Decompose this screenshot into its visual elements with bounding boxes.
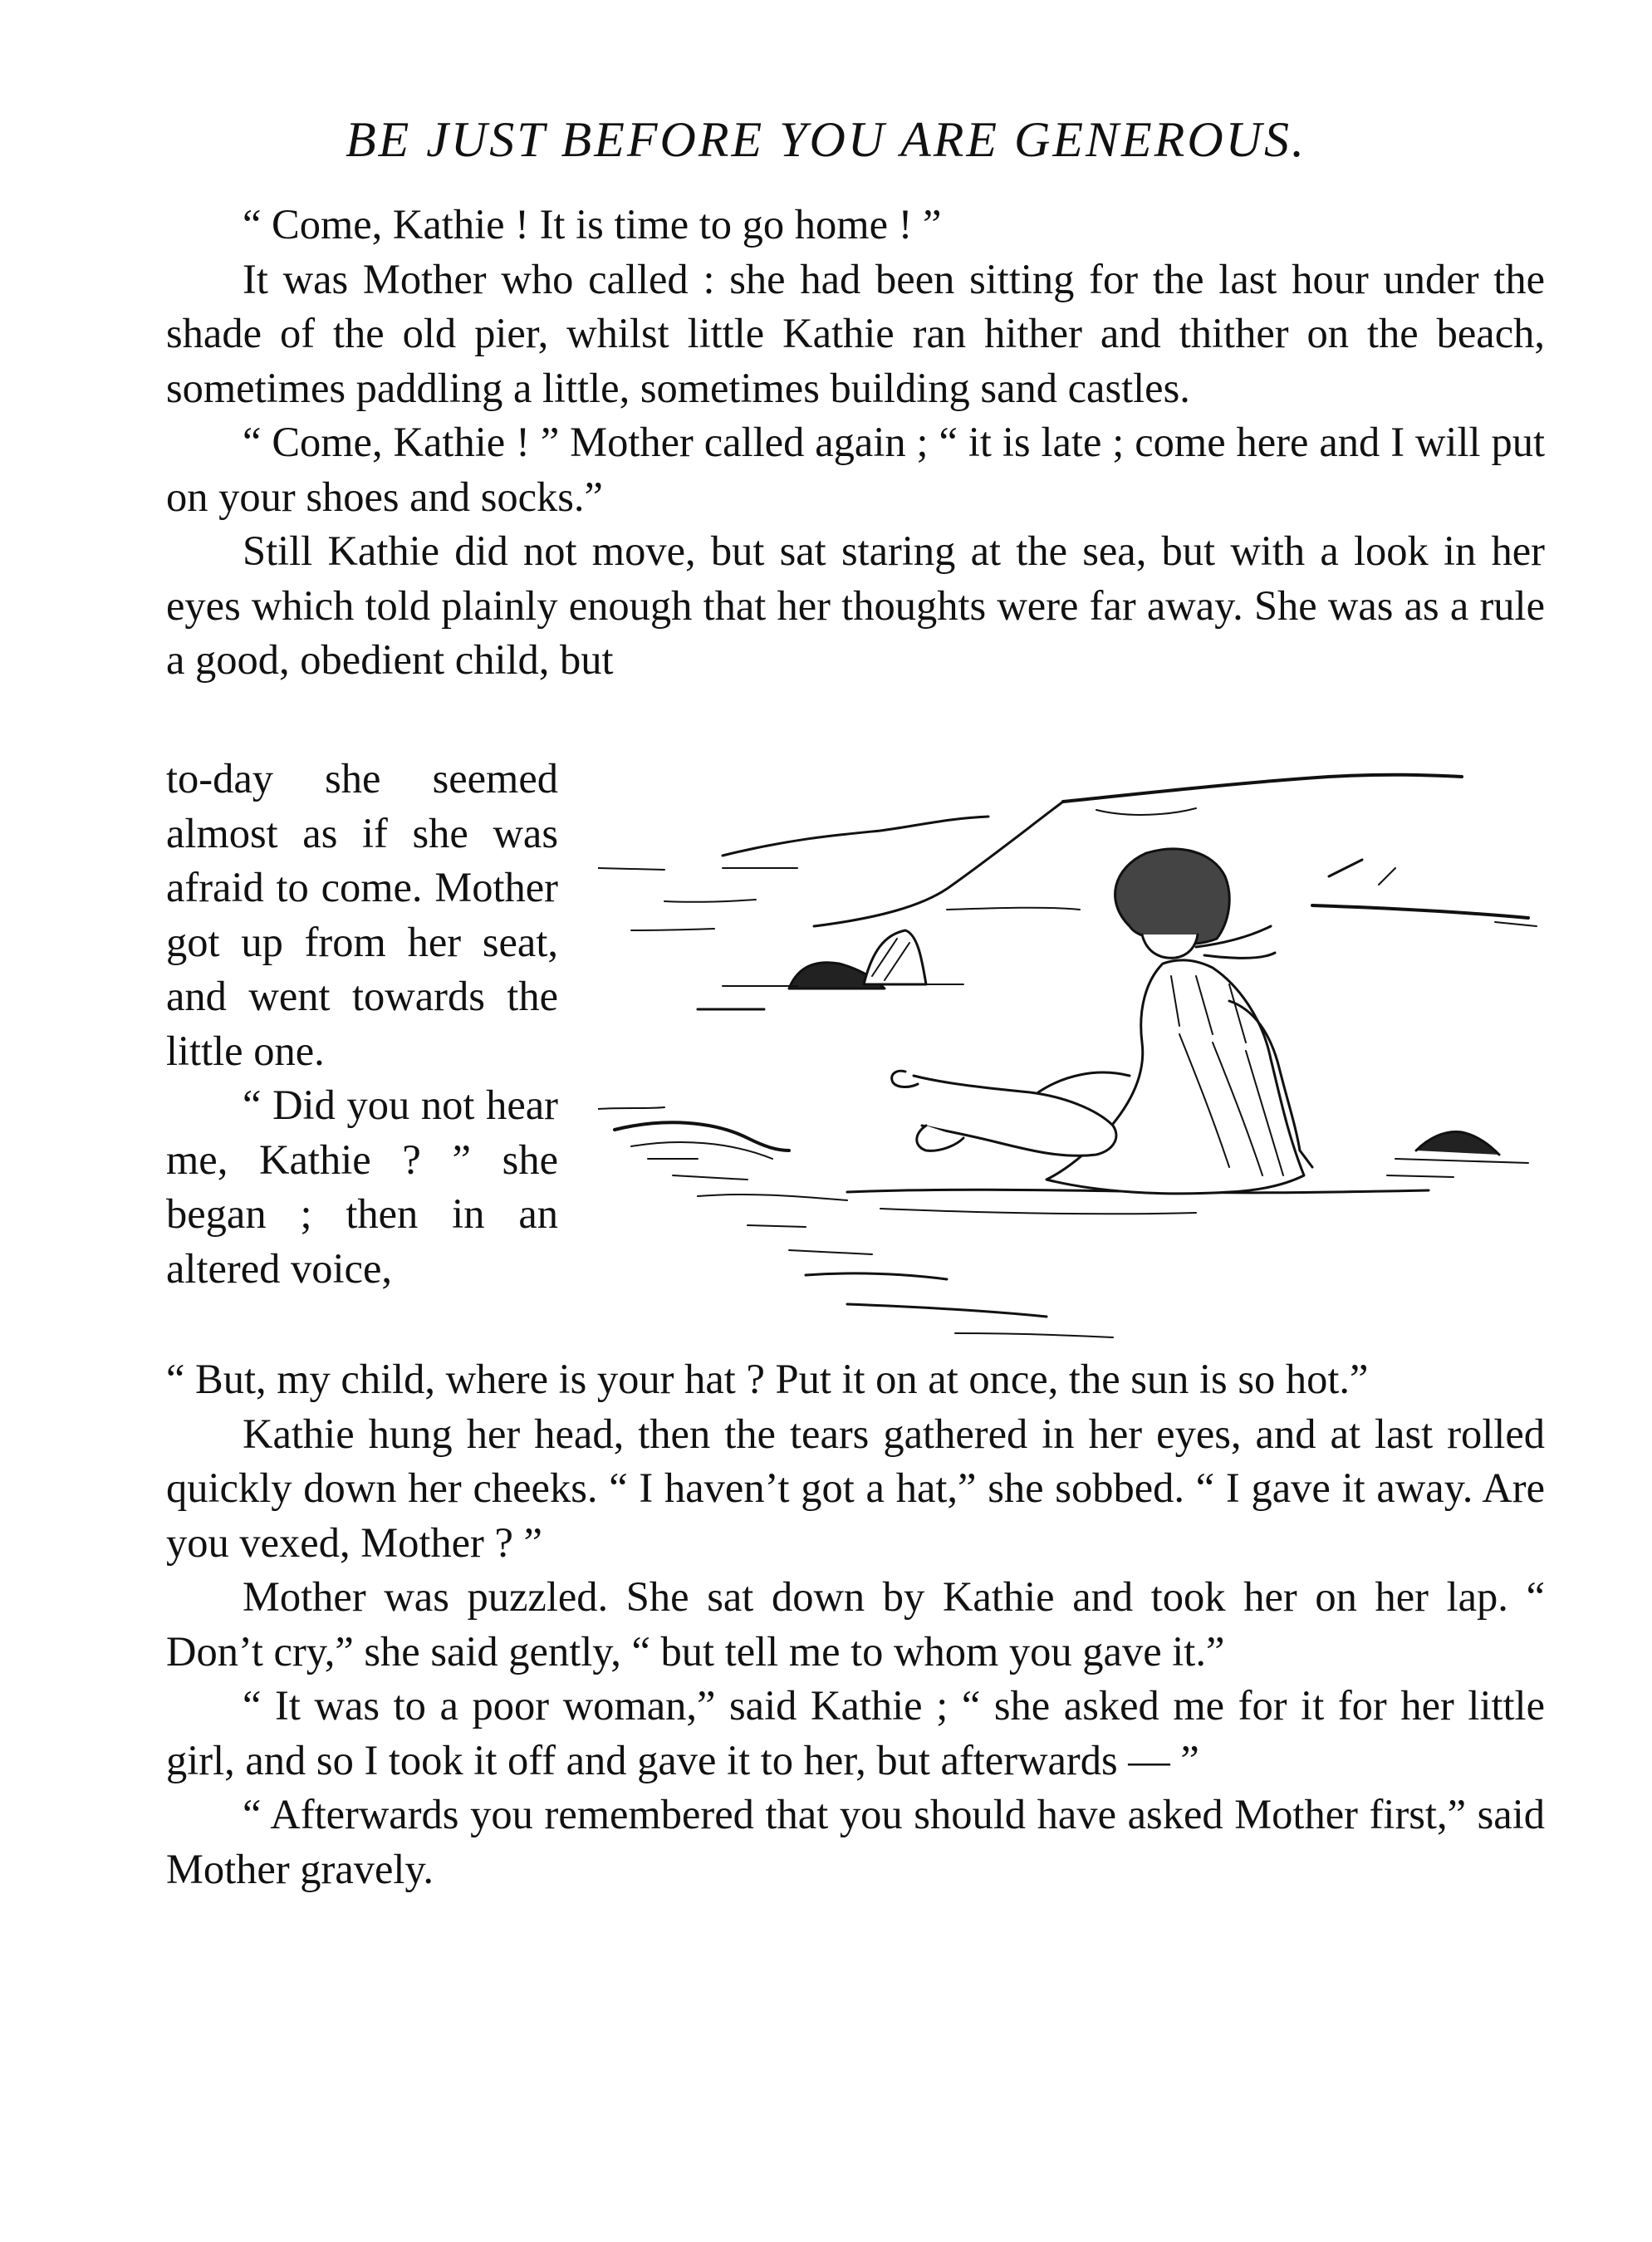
paragraph-1: “ Come, Kathie ! It is time to go home ! ”: [243, 201, 942, 248]
paragraph-5: to-day she seemed almost as if she was afraid to come. Mother got up from her seat, and went towards the little one.: [166, 755, 558, 1074]
headland-line: [723, 817, 988, 856]
page-title: BE JUST BEFORE YOU ARE GENEROUS.: [346, 112, 1306, 167]
top-text-block: [166, 198, 1545, 688]
left-column-text: [166, 752, 558, 1296]
bottom-text-block: [166, 1352, 1545, 1896]
paragraph-10: “ It was to a poor woman,” said Kathie ; “ she asked me for it for her little girl, and so I took it off and gave it to her, but afterwards — ”: [166, 1682, 1545, 1783]
paragraph-8: Kathie hung her head, then the tears gathered in her eyes, and at last rolled quickly down her cheeks. “ I haven’t got a hat,” she sobbed. “ I gave it away. Are you vexed, Mother ? ”: [166, 1410, 1545, 1566]
paragraph-3: “ Come, Kathie ! ” Mother called again ; “ it is late ; come here and I will put on your shoes and socks.”: [166, 419, 1545, 520]
rock-tall: [864, 930, 926, 984]
girl-hair: [1115, 849, 1230, 944]
girl-sitting-on-beach-illustration: [598, 760, 1545, 1342]
paragraph-7: “ But, my child, where is your hat ? Put it on at once, the sun is so hot.”: [166, 1356, 1369, 1402]
girl-dress: [1047, 960, 1304, 1194]
rock-right: [1416, 1131, 1499, 1155]
paragraph-6: “ Did you not hear me, Kathie ? ” she began ; then in an altered voice,: [166, 1082, 558, 1292]
paragraph-11: “ Afterwards you remembered that you should have asked Mother first,” said Mother gravely.: [166, 1791, 1545, 1892]
paragraph-9: Mother was puzzled. She sat down by Kathie and took her on her lap. “ Don’t cry,” she said gently, “ but tell me to whom you gave it.”: [166, 1573, 1545, 1675]
headland-top: [1063, 775, 1462, 802]
paragraph-2: It was Mother who called : she had been sitting for the last hour under the shade of the old pier, whilst little Kathie ran hither and thither on the beach, sometimes paddling a little, sometimes building sand castles.: [166, 255, 1545, 411]
paragraph-4: Still Kathie did not move, but sat staring at the sea, but with a look in her eyes which told plainly enough that her thoughts were far away. She was as a rule a good, obedient child, but: [166, 527, 1545, 683]
